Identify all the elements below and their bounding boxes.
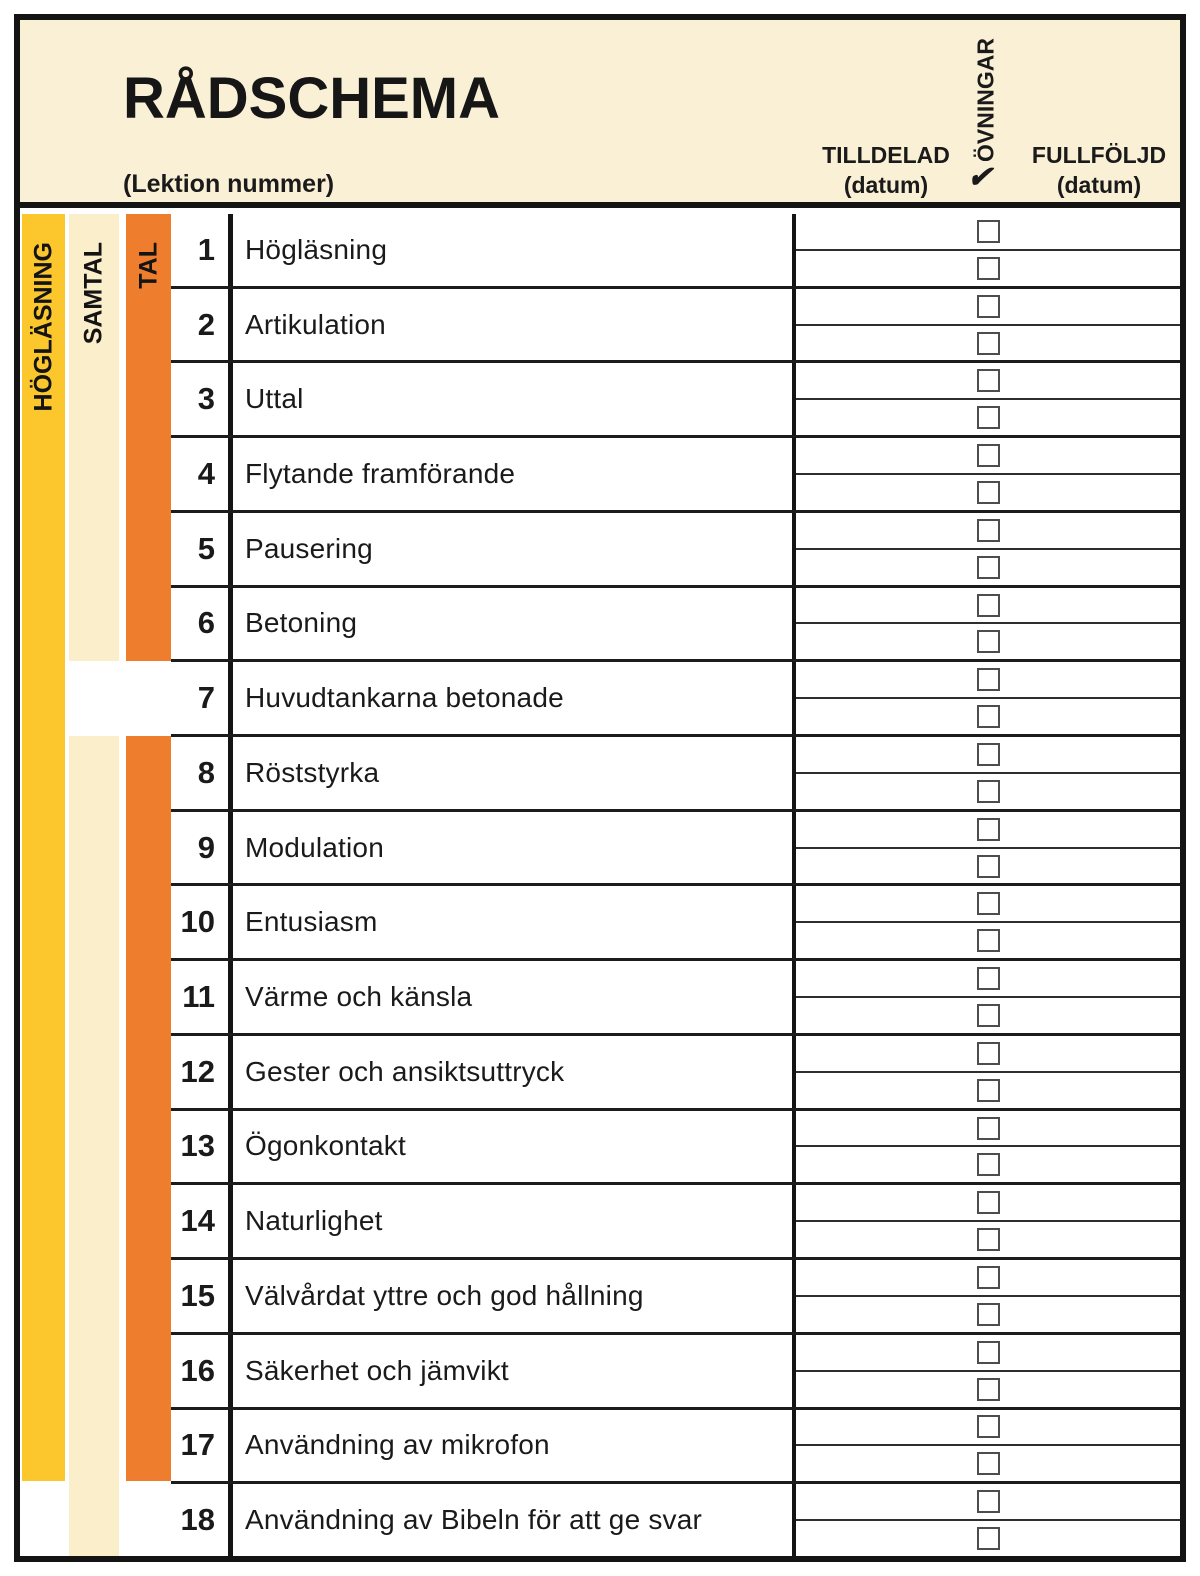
date-sub-row [796, 1521, 1180, 1556]
lesson-label: Värme och känsla [245, 981, 473, 1013]
exercise-checkbox[interactable] [977, 332, 1000, 355]
lesson-label: Modulation [245, 831, 384, 863]
date-sub-row [796, 588, 1180, 625]
tilldelad-date-cell[interactable] [796, 961, 977, 996]
tilldelad-date-cell[interactable] [796, 1036, 977, 1071]
date-sub-row [796, 1185, 1180, 1222]
samtal-bar-label: SAMTAL [79, 242, 108, 345]
lesson-label: Uttal [245, 383, 304, 415]
samtal-bar-upper [69, 214, 119, 661]
exercise-checkbox[interactable] [977, 556, 1000, 579]
exercise-checkbox[interactable] [977, 1527, 1000, 1550]
lesson-label: Flytande framförande [245, 458, 516, 490]
date-sub-row [796, 1036, 1180, 1073]
date-sub-row [796, 550, 1180, 585]
date-sub-row [796, 251, 1180, 286]
lesson-number: 5 [197, 530, 215, 566]
date-sub-row [796, 774, 1180, 809]
fullfoljd-date-cell[interactable] [1000, 214, 1181, 249]
exercise-checkbox[interactable] [977, 892, 1000, 915]
tilldelad-date-cell[interactable] [796, 363, 977, 398]
tilldelad-date-cell[interactable] [796, 737, 977, 772]
exercise-checkbox[interactable] [977, 1341, 1000, 1364]
fullfoljd-date-cell[interactable] [1000, 1185, 1181, 1220]
date-sub-row [796, 886, 1180, 923]
date-sub-row [796, 1372, 1180, 1407]
exercise-checkbox[interactable] [977, 1303, 1000, 1326]
exercise-checkbox[interactable] [977, 1490, 1000, 1513]
fullfoljd-date-cell[interactable] [1000, 737, 1181, 772]
fullfoljd-date-cell[interactable] [1000, 475, 1181, 510]
date-sub-row [796, 400, 1180, 435]
tilldelad-date-cell[interactable] [796, 1372, 977, 1407]
lesson-label: Artikulation [245, 308, 386, 340]
date-sub-row [796, 1147, 1180, 1182]
exercise-checkbox[interactable] [977, 1378, 1000, 1401]
fullfoljd-date-cell[interactable] [1000, 363, 1181, 398]
fullfoljd-date-cell[interactable] [1000, 289, 1181, 324]
lesson-number: 16 [180, 1352, 215, 1388]
lesson-row [171, 812, 1180, 887]
page-title: RÅDSCHEMA [123, 66, 500, 131]
date-sub-row [796, 662, 1180, 699]
lesson-date-rows [796, 1111, 1180, 1183]
fullfoljd-date-cell[interactable] [1000, 774, 1181, 809]
date-sub-row [796, 289, 1180, 326]
checkmark-icon: ✔ [965, 161, 1000, 194]
date-sub-row [796, 923, 1180, 958]
lesson-date-rows [796, 886, 1180, 958]
lesson-row [171, 214, 1180, 289]
tilldelad-date-cell[interactable] [796, 251, 977, 286]
lesson-row [171, 961, 1180, 1036]
tilldelad-date-cell[interactable] [796, 1297, 977, 1332]
date-sub-row [796, 1335, 1180, 1372]
lesson-row [171, 1111, 1180, 1186]
lesson-label: Röststyrka [245, 756, 380, 788]
lesson-label: Naturlighet [245, 1205, 383, 1237]
lesson-row [171, 662, 1180, 737]
fullfoljd-date-cell[interactable] [1000, 438, 1181, 473]
lesson-date-rows [796, 513, 1180, 585]
lesson-date-rows [796, 662, 1180, 734]
date-sub-row [796, 438, 1180, 475]
lesson-date-rows [796, 438, 1180, 510]
lesson-date-rows [796, 1036, 1180, 1108]
fullfoljd-date-cell[interactable] [1000, 1372, 1181, 1407]
fullfoljd-date-cell[interactable] [1000, 662, 1181, 697]
date-sub-row [796, 812, 1180, 849]
fullfoljd-date-cell[interactable] [1000, 588, 1181, 623]
exercise-checkbox[interactable] [977, 743, 1000, 766]
date-sub-row [796, 475, 1180, 510]
tal-bar-upper [126, 214, 171, 661]
lesson-row [171, 1335, 1180, 1410]
lesson-label: Huvudtankarna betonade [245, 682, 564, 714]
tilldelad-date-cell[interactable] [796, 624, 977, 659]
tilldelad-date-cell[interactable] [796, 326, 977, 361]
tilldelad-date-cell[interactable] [796, 1111, 977, 1146]
date-sub-row [796, 1297, 1180, 1332]
fullfoljd-date-cell[interactable] [1000, 1484, 1181, 1519]
lesson-row [171, 289, 1180, 364]
fullfoljd-date-cell[interactable] [1000, 998, 1181, 1033]
lesson-date-rows [796, 1185, 1180, 1257]
lesson-label: Högläsning [245, 233, 388, 265]
date-sub-row [796, 363, 1180, 400]
tilldelad-date-cell[interactable] [796, 475, 977, 510]
exercise-checkbox[interactable] [977, 780, 1000, 803]
date-sub-row [796, 849, 1180, 884]
lesson-label: Välvårdat yttre och god hållning [245, 1279, 644, 1311]
fullfoljd-date-cell[interactable] [1000, 326, 1181, 361]
lesson-date-rows [796, 363, 1180, 435]
exercise-checkbox[interactable] [977, 818, 1000, 841]
tilldelad-date-cell[interactable] [796, 1335, 977, 1370]
tilldelad-date-cell[interactable] [796, 550, 977, 585]
fullfoljd-date-cell[interactable] [1000, 1073, 1181, 1108]
date-sub-row [796, 998, 1180, 1033]
exercise-checkbox[interactable] [977, 1153, 1000, 1176]
fullfoljd-label: FULLFÖLJD [1031, 142, 1167, 168]
tilldelad-date-cell[interactable] [796, 998, 977, 1033]
fullfoljd-date-cell[interactable] [1000, 550, 1181, 585]
lesson-date-rows [796, 961, 1180, 1033]
fullfoljd-date-cell[interactable] [1000, 1036, 1181, 1071]
lesson-label: Användning av Bibeln för att ge svar [245, 1504, 703, 1536]
fullfoljd-date-cell[interactable] [1000, 400, 1181, 435]
tilldelad-date-cell[interactable] [796, 588, 977, 623]
lesson-number: 12 [180, 1053, 215, 1089]
exercise-checkbox[interactable] [977, 519, 1000, 542]
lesson-number: 14 [180, 1203, 215, 1239]
lesson-row [171, 1036, 1180, 1111]
lessons-table [171, 214, 1180, 1556]
lesson-number: 2 [197, 306, 215, 342]
fullfoljd-date-cell[interactable] [1000, 1260, 1181, 1295]
fullfoljd-date-cell[interactable] [1000, 1297, 1181, 1332]
column-header-tilldelad [822, 140, 950, 201]
lesson-number: 11 [182, 979, 215, 1015]
date-sub-row [796, 1260, 1180, 1297]
date-sub-row [796, 737, 1180, 774]
tilldelad-date-cell[interactable] [796, 812, 977, 847]
tilldelad-sublabel: (datum) [843, 172, 929, 199]
lesson-label: Gester och ansiktsuttryck [245, 1055, 565, 1087]
lesson-date-rows [796, 1335, 1180, 1407]
exercise-checkbox[interactable] [977, 1191, 1000, 1214]
lesson-number: 15 [180, 1277, 215, 1313]
date-sub-row [796, 1073, 1180, 1108]
exercise-checkbox[interactable] [977, 295, 1000, 318]
lesson-number: 8 [197, 754, 215, 790]
exercise-checkbox[interactable] [977, 594, 1000, 617]
tilldelad-date-cell[interactable] [796, 923, 977, 958]
fullfoljd-date-cell[interactable] [1000, 1147, 1181, 1182]
tilldelad-date-cell[interactable] [796, 1185, 977, 1220]
fullfoljd-date-cell[interactable] [1000, 699, 1181, 734]
fullfoljd-date-cell[interactable] [1000, 251, 1181, 286]
tilldelad-date-cell[interactable] [796, 849, 977, 884]
hoglasning-bar [22, 214, 65, 1481]
fullfoljd-date-cell[interactable] [1000, 886, 1181, 921]
lesson-row [171, 513, 1180, 588]
fullfoljd-date-cell[interactable] [1000, 1335, 1181, 1370]
tilldelad-date-cell[interactable] [796, 1073, 977, 1108]
fullfoljd-date-cell[interactable] [1000, 849, 1181, 884]
tilldelad-date-cell[interactable] [796, 1260, 977, 1295]
lesson-number: 13 [180, 1128, 215, 1164]
date-sub-row [796, 214, 1180, 251]
tilldelad-date-cell[interactable] [796, 513, 977, 548]
lesson-number: 3 [197, 381, 215, 417]
ovningar-label: ÖVNINGAR [972, 38, 999, 162]
lesson-label: Säkerhet och jämvikt [245, 1354, 509, 1386]
exercise-checkbox[interactable] [977, 220, 1000, 243]
lesson-date-rows [796, 1260, 1180, 1332]
exercise-checkbox[interactable] [977, 1452, 1000, 1475]
exercise-checkbox[interactable] [977, 1415, 1000, 1438]
lesson-date-rows [796, 812, 1180, 884]
tilldelad-date-cell[interactable] [796, 1446, 977, 1481]
lesson-row [171, 1484, 1180, 1556]
tilldelad-date-cell[interactable] [796, 289, 977, 324]
exercise-checkbox[interactable] [977, 369, 1000, 392]
tilldelad-date-cell[interactable] [796, 662, 977, 697]
date-sub-row [796, 1484, 1180, 1521]
exercise-checkbox[interactable] [977, 1266, 1000, 1289]
lesson-number: 10 [180, 904, 215, 940]
fullfoljd-date-cell[interactable] [1000, 923, 1181, 958]
lesson-date-rows [796, 214, 1180, 286]
lesson-row [171, 737, 1180, 812]
lesson-date-rows [796, 588, 1180, 660]
lesson-number: 7 [197, 680, 215, 716]
lesson-date-rows [796, 737, 1180, 809]
date-sub-row [796, 326, 1180, 361]
hoglasning-bar-label: HÖGLÄSNING [29, 242, 57, 412]
lesson-row [171, 1410, 1180, 1485]
lesson-row [171, 1185, 1180, 1260]
fullfoljd-date-cell[interactable] [1000, 1111, 1181, 1146]
exercise-checkbox[interactable] [977, 444, 1000, 467]
exercise-checkbox[interactable] [977, 1117, 1000, 1140]
exercise-checkbox[interactable] [977, 481, 1000, 504]
lesson-row [171, 886, 1180, 961]
lesson-number: 4 [197, 456, 215, 492]
form-frame [14, 14, 1186, 1562]
tilldelad-date-cell[interactable] [796, 438, 977, 473]
exercise-checkbox[interactable] [977, 668, 1000, 691]
tal-bar-lower [126, 736, 171, 1482]
tilldelad-date-cell[interactable] [796, 214, 977, 249]
tilldelad-label: TILLDELAD [822, 142, 950, 168]
fullfoljd-date-cell[interactable] [1000, 1521, 1181, 1556]
lesson-row [171, 438, 1180, 513]
date-sub-row [796, 1222, 1180, 1257]
tilldelad-date-cell[interactable] [796, 1410, 977, 1445]
tilldelad-date-cell[interactable] [796, 886, 977, 921]
tilldelad-date-cell[interactable] [796, 699, 977, 734]
fullfoljd-date-cell[interactable] [1000, 1410, 1181, 1445]
tilldelad-date-cell[interactable] [796, 1147, 977, 1182]
date-sub-row [796, 1111, 1180, 1148]
samtal-bar-lower [69, 736, 119, 1556]
date-sub-row [796, 699, 1180, 734]
date-sub-row [796, 1446, 1180, 1481]
date-sub-row [796, 1410, 1180, 1447]
fullfoljd-date-cell[interactable] [1000, 1446, 1181, 1481]
fullfoljd-sublabel: (datum) [1056, 172, 1142, 199]
lesson-date-rows [796, 1484, 1180, 1556]
lesson-number: 1 [197, 231, 215, 267]
exercise-checkbox[interactable] [977, 1042, 1000, 1065]
exercise-checkbox[interactable] [977, 1079, 1000, 1102]
tilldelad-date-cell[interactable] [796, 774, 977, 809]
exercise-checkbox[interactable] [977, 929, 1000, 952]
page-subtitle: (Lektion nummer) [123, 170, 335, 198]
lesson-label: Entusiasm [245, 906, 378, 938]
lesson-number: 18 [180, 1502, 215, 1538]
exercise-checkbox[interactable] [977, 1228, 1000, 1251]
rows-region [20, 214, 1180, 1556]
tilldelad-date-cell[interactable] [796, 1222, 977, 1257]
exercise-checkbox[interactable] [977, 705, 1000, 728]
tal-bar-label: TAL [134, 242, 162, 289]
lesson-row [171, 1260, 1180, 1335]
form-header [20, 20, 1180, 208]
lesson-label: Användning av mikrofon [245, 1429, 550, 1461]
lesson-label: Pausering [245, 532, 373, 564]
tilldelad-date-cell[interactable] [796, 400, 977, 435]
lesson-label: Betoning [245, 607, 358, 639]
date-sub-row [796, 624, 1180, 659]
lesson-row [171, 588, 1180, 663]
fullfoljd-date-cell[interactable] [1000, 812, 1181, 847]
tilldelad-date-cell[interactable] [796, 1484, 977, 1519]
lesson-number: 17 [180, 1427, 215, 1463]
lesson-number: 9 [197, 829, 215, 865]
date-sub-row [796, 513, 1180, 550]
fullfoljd-date-cell[interactable] [1000, 961, 1181, 996]
exercise-checkbox[interactable] [977, 1004, 1000, 1027]
lesson-date-rows [796, 1410, 1180, 1482]
exercise-checkbox[interactable] [977, 967, 1000, 990]
lesson-label: Ögonkontakt [245, 1130, 406, 1162]
fullfoljd-date-cell[interactable] [1000, 1222, 1181, 1257]
exercise-checkbox[interactable] [977, 855, 1000, 878]
exercise-checkbox[interactable] [977, 257, 1000, 280]
tilldelad-date-cell[interactable] [796, 1521, 977, 1556]
lesson-number: 6 [197, 605, 215, 641]
exercise-checkbox[interactable] [977, 406, 1000, 429]
lesson-row [171, 363, 1180, 438]
fullfoljd-date-cell[interactable] [1000, 513, 1181, 548]
fullfoljd-date-cell[interactable] [1000, 624, 1181, 659]
exercise-checkbox[interactable] [977, 630, 1000, 653]
column-header-fullfoljd [1032, 140, 1166, 201]
date-sub-row [796, 961, 1180, 998]
lesson-date-rows [796, 289, 1180, 361]
